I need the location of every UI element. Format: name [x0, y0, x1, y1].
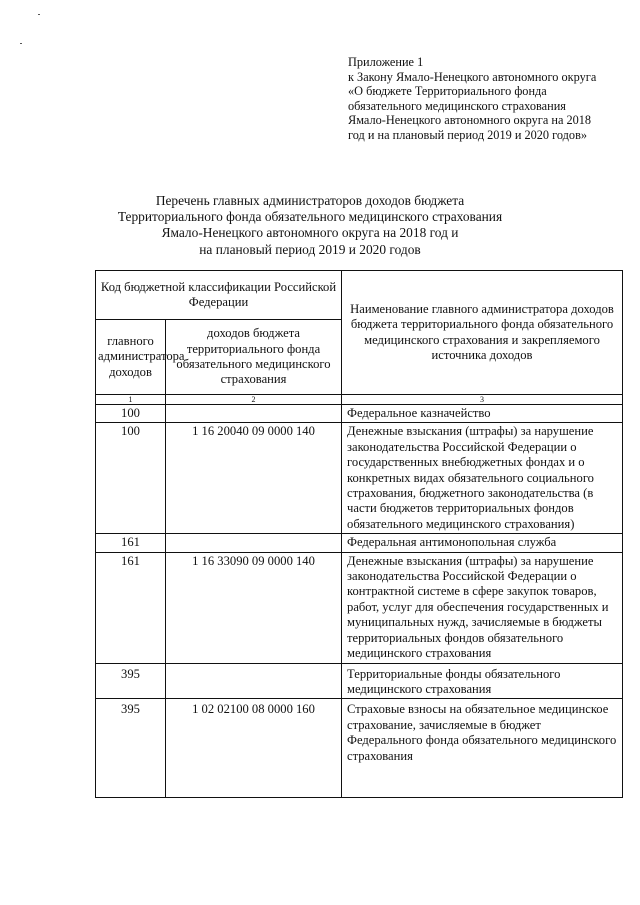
revenue-code: [166, 534, 342, 552]
table-row: [96, 423, 623, 534]
table-row: [96, 552, 623, 663]
table-header-row: [96, 271, 623, 320]
admin-code: 100: [96, 423, 166, 534]
title-line: Перечень главных администраторов доходов бюджета: [155, 193, 465, 208]
scan-speck: [20, 43, 22, 44]
appendix-line: Приложение 1: [348, 55, 424, 69]
table-row: [96, 699, 623, 798]
admin-code: 395: [96, 663, 166, 699]
appendix-line: год и на плановый период 2019 и 2020 годов»: [348, 127, 588, 142]
table-row: [96, 405, 623, 423]
revenue-code: [166, 663, 342, 699]
scan-speck: [38, 14, 40, 15]
title-line: Территориального фонда обязательного медицинского страхования: [117, 209, 503, 225]
revenue-name: Страховые взносы на обязательное медицинское страхование, зачисляемые в бюджет Федерального фонда обязательного медицинского страхования: [342, 699, 623, 798]
column-numbers-row: [96, 395, 623, 405]
table-row: [96, 534, 623, 552]
admin-code: 100: [96, 405, 166, 423]
column-number: 1: [96, 395, 166, 405]
appendix-block: [348, 55, 633, 143]
admin-code: 161: [96, 552, 166, 663]
header-administrator-name: Наименование главного администратора доходов бюджета территориального фонда обязательного медицинского страхования и закрепляемого источника доходов: [342, 271, 623, 395]
revenue-name: Федеральное казначейство: [342, 405, 623, 423]
appendix-line: обязательного медицинского страхования: [348, 98, 566, 113]
title-line: на плановый период 2019 и 2020 годов: [199, 241, 421, 257]
appendix-line: «О бюджете Территориального фонда: [348, 84, 547, 99]
admin-code: 161: [96, 534, 166, 552]
administrators-table: [95, 270, 623, 798]
revenue-name: Денежные взыскания (штрафы) за нарушение законодательства Российской Федерации о государственных внебюджетных фондах и о конкретных видах обязательного социального страхования, бюджетного законодательства (в части бюджетов территориальных фондов обязательного медицинского страхования): [342, 423, 623, 534]
revenue-code: 1 16 33090 09 0000 140: [166, 552, 342, 663]
appendix-line: Ямало-Ненецкого автономного округа на 2018: [348, 113, 592, 128]
revenue-name: Федеральная антимонопольная служба: [342, 534, 623, 552]
document-title: [60, 193, 560, 258]
revenue-name: Территориальные фонды обязательного медицинского страхования: [342, 663, 623, 699]
revenue-code: 1 16 20040 09 0000 140: [166, 423, 342, 534]
admin-code: 395: [96, 699, 166, 798]
appendix-line: к Закону Ямало-Ненецкого автономного округа: [348, 69, 597, 84]
header-fund-revenues: доходов бюджета территориального фонда обязательного медицинского страхования: [166, 320, 342, 395]
header-budget-classification: Код бюджетной классификации Российской Федерации: [96, 271, 342, 320]
header-chief-administrator: главного администратора доходов: [96, 320, 166, 395]
revenue-code: 1 02 02100 08 0000 160: [166, 699, 342, 798]
revenue-name: Денежные взыскания (штрафы) за нарушение законодательства Российской Федерации о контрактной системе в сфере закупок товаров, работ, услуг для обеспечения государственных и муниципальных нужд, зачисляемые в бюджеты территориальных фондов обязательного медицинского страхования: [342, 552, 623, 663]
title-line: Ямало-Ненецкого автономного округа на 2018 год и: [161, 225, 459, 241]
column-number: 2: [166, 395, 342, 405]
column-number: 3: [342, 395, 623, 405]
revenue-code: [166, 405, 342, 423]
table-row: [96, 663, 623, 699]
